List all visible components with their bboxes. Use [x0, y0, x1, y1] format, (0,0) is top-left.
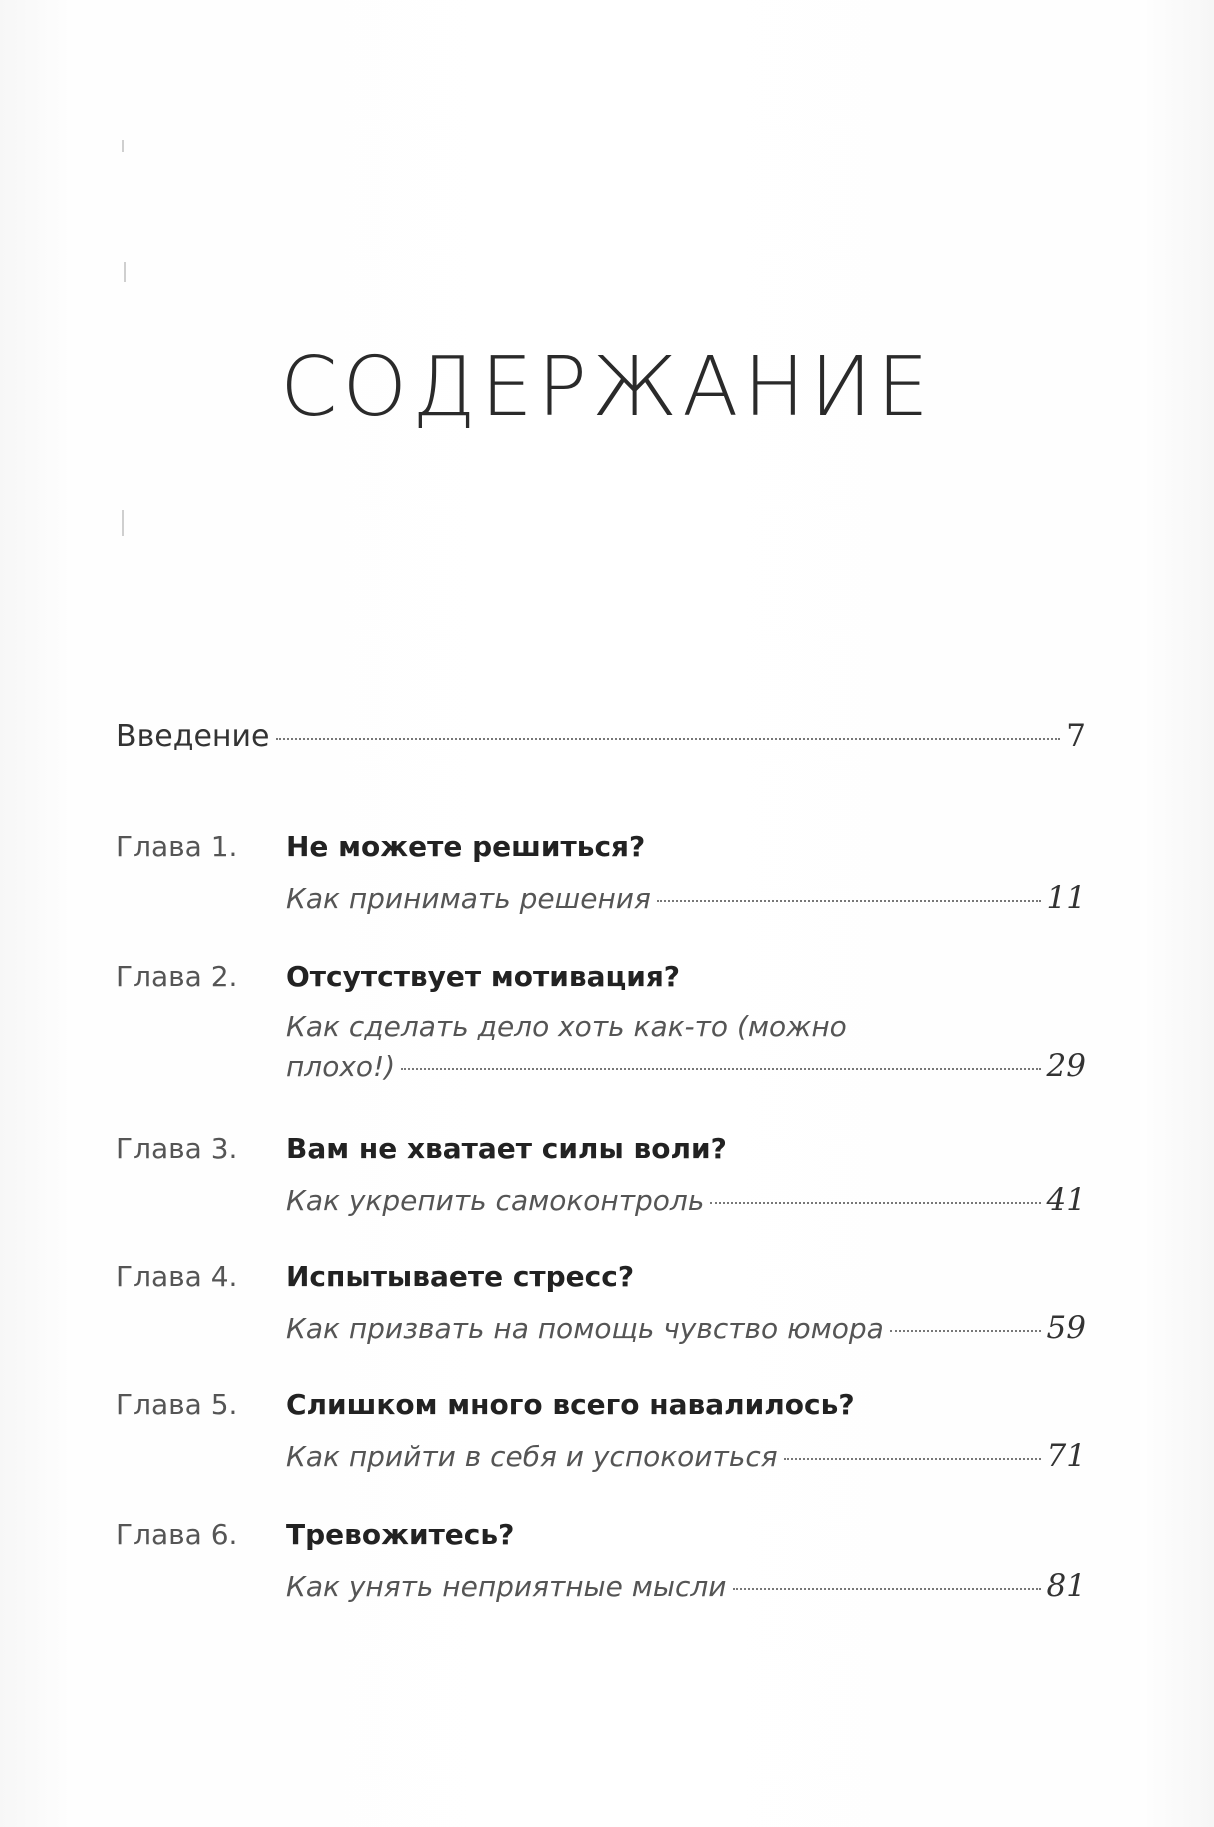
dot-leader	[276, 738, 1061, 740]
chapter-subtitle-row	[286, 1310, 1086, 1346]
chapter-page: 29	[1046, 1048, 1086, 1084]
toc-intro-page: 7	[1066, 718, 1086, 754]
dot-leader	[784, 1458, 1041, 1460]
dot-leader	[710, 1202, 1040, 1204]
chapter-heading: Тревожитесь?	[286, 1518, 515, 1551]
scan-mark	[122, 510, 124, 536]
chapter-heading: Слишком много всего навалилось?	[286, 1388, 855, 1421]
chapter-subtitle-row	[286, 1438, 1086, 1474]
chapter-number: Глава 3.	[116, 1132, 238, 1165]
chapter-page: 41	[1046, 1182, 1086, 1218]
chapter-number: Глава 2.	[116, 960, 238, 993]
chapter-heading: Не можете решиться?	[286, 830, 646, 863]
chapter-number: Глава 6.	[116, 1518, 238, 1551]
chapter-page: 71	[1046, 1438, 1086, 1474]
chapter-number: Глава 1.	[116, 830, 238, 863]
dot-leader	[890, 1330, 1041, 1332]
chapter-subtitle-line1: Как сделать дело хоть как-то (можно	[286, 1010, 847, 1043]
page-title	[0, 340, 1214, 435]
chapter-subtitle: Как унять неприятные мысли	[286, 1570, 727, 1603]
chapter-subtitle: Как призвать на помощь чувство юмора	[286, 1312, 884, 1345]
dot-leader	[401, 1068, 1040, 1070]
chapter-heading: Вам не хватает силы воли?	[286, 1132, 727, 1165]
chapter-subtitle-row	[286, 1568, 1086, 1604]
scan-mark	[122, 140, 124, 152]
scan-mark	[124, 262, 126, 282]
chapter-heading: Испытываете стресс?	[286, 1260, 635, 1293]
page-title-text: СОДЕРЖАНИЕ	[280, 340, 934, 435]
chapter-page: 81	[1046, 1568, 1086, 1604]
chapter-subtitle-line2: плохо!)	[286, 1050, 396, 1083]
chapter-heading: Отсутствует мотивация?	[286, 960, 681, 993]
chapter-subtitle-row	[286, 880, 1086, 916]
chapter-number: Глава 5.	[116, 1388, 238, 1421]
dot-leader	[657, 900, 1041, 902]
chapter-page: 11	[1046, 880, 1086, 916]
chapter-subtitle: Как принимать решения	[286, 882, 651, 915]
chapter-subtitle: Как прийти в себя и успокоиться	[286, 1440, 778, 1473]
chapter-subtitle-row	[286, 1182, 1086, 1218]
dot-leader	[733, 1588, 1041, 1590]
toc-intro-label: Введение	[116, 719, 270, 754]
chapter-subtitle-row	[286, 1048, 1086, 1084]
chapter-number: Глава 4.	[116, 1260, 238, 1293]
chapter-page: 59	[1046, 1310, 1086, 1346]
chapter-subtitle: Как укрепить самоконтроль	[286, 1184, 705, 1217]
toc-intro-row	[116, 718, 1086, 754]
